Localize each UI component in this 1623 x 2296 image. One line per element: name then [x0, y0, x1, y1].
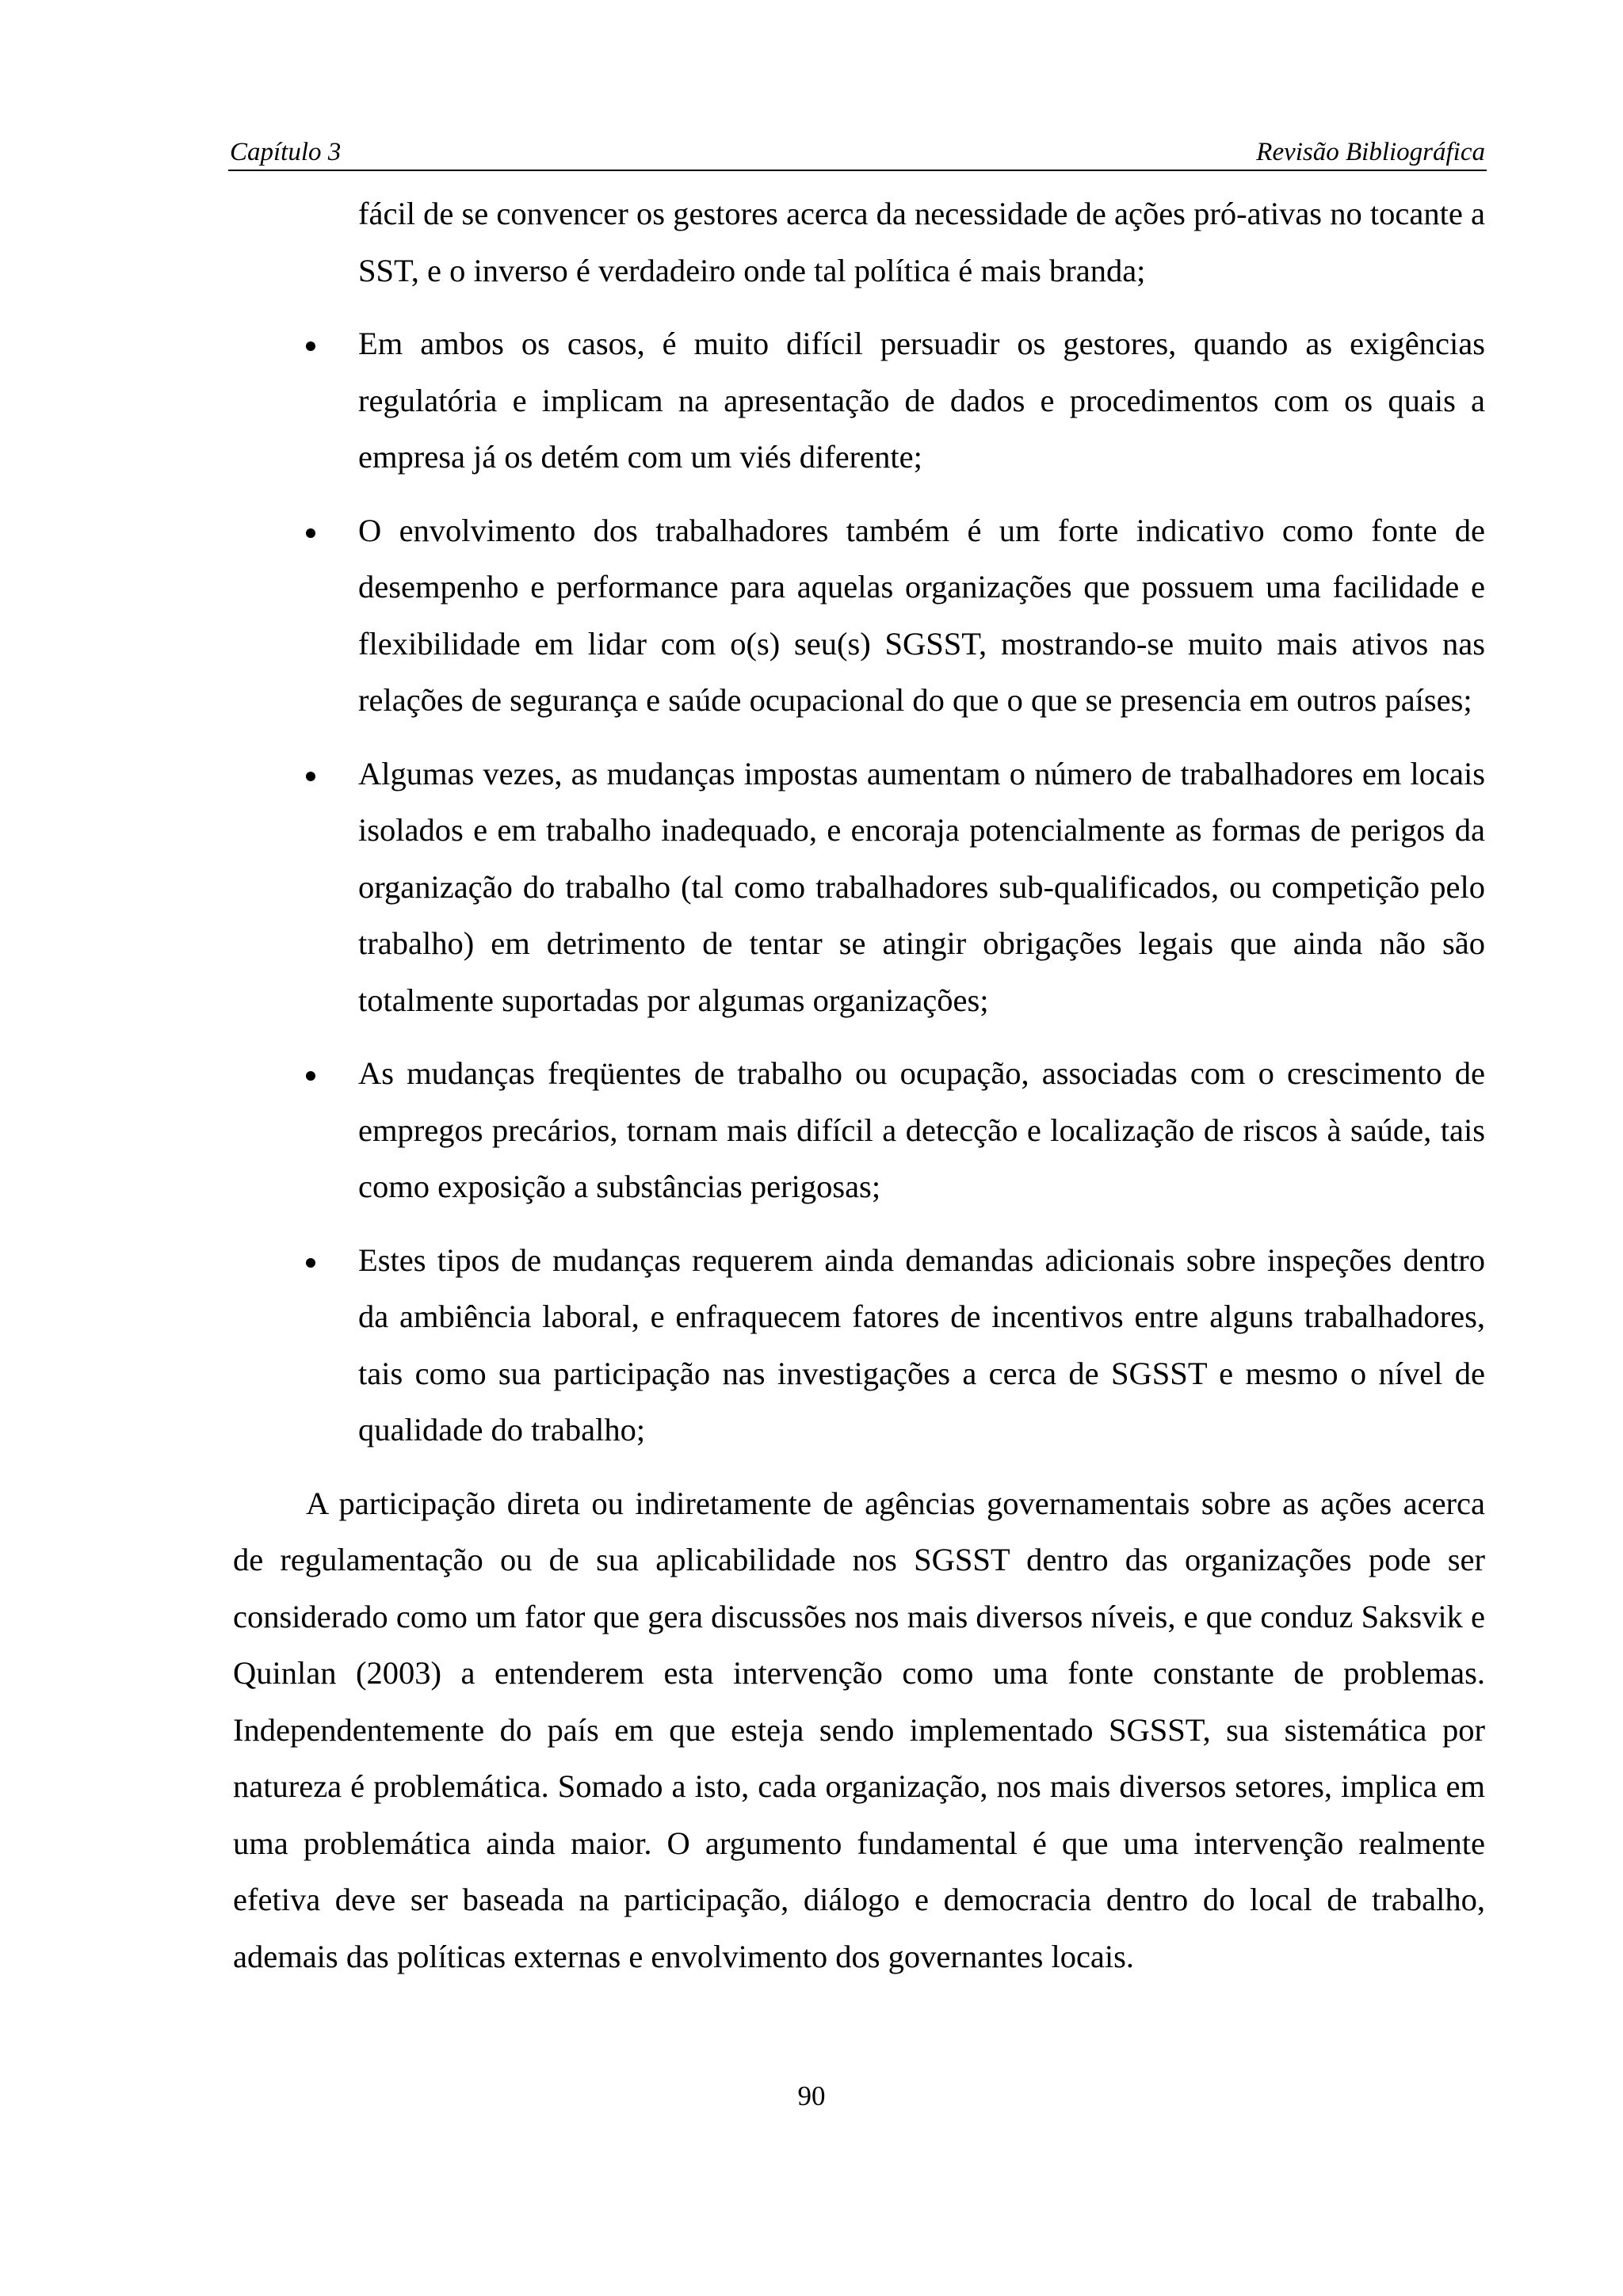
running-header — [230, 133, 1485, 171]
bullet-icon — [306, 528, 315, 538]
bullet-text: Estes tipos de mudanças requerem ainda demandas adicionais sobre inspeções dentro da ambiência laboral, e enfraquecem fatores de incentivos entre alguns trabalhadores, tais como sua participação nas investigações a cerca de SGSST e mesmo o nível de qualidade do trabalho; — [358, 1241, 1485, 1447]
bullet-icon — [306, 1071, 315, 1081]
bullet-item — [233, 502, 1485, 729]
continued-bullet-text: fácil de se convencer os gestores acerca da necessidade de ações pró-ativas no tocante a SST, e o inverso é verdadeiro onde tal política é mais branda; — [358, 196, 1485, 288]
bullet-text: As mudanças freqüentes de trabalho ou ocupação, associadas com o crescimento de empregos precários, tornam mais difícil a detecção e localização de riscos à saúde, tais como exposição a substâncias perigosas; — [358, 1055, 1485, 1204]
bullet-icon — [306, 1258, 315, 1268]
bullet-item — [233, 315, 1485, 486]
bullet-icon — [306, 772, 315, 781]
bullet-list — [233, 315, 1485, 1459]
bullet-item — [233, 746, 1485, 1029]
bullet-text: Em ambos os casos, é muito difícil persuadir os gestores, quando as exigências regulatória e implicam na apresentação de dados e procedimentos com os quais a empresa já os detém com um viés diferente; — [358, 326, 1485, 475]
page-body — [233, 185, 1485, 1985]
bullet-item — [233, 1045, 1485, 1215]
bullet-icon — [306, 341, 315, 351]
bullet-text: O envolvimento dos trabalhadores também é um forte indicativo como fonte de desempenho e performance para aquelas organizações que possuem uma facilidade e flexibilidade em lidar com o(s) seu(s) SGSST, mostrando-se muito mais ativos nas relações de segurança e saúde ocupacional do que o que se presencia em outros países; — [358, 512, 1485, 718]
body-paragraph: A participação direta ou indiretamente de agências governamentais sobre as ações acerca de regulamentação ou de sua aplicabilidade nos SGSST dentro das organizações pode ser considerado como um fator que gera discussões nos mais diversos níveis, e que conduz Saksvik e Quinlan (2003) a entenderem esta intervenção como uma fonte constante de problemas. Independentemente do país em que esteja sendo implementado SGSST, sua sistemática por natureza é problemática. Somado a isto, cada organização, nos mais diversos setores, implica em uma problemática ainda maior. O argumento fundamental é que uma intervenção realmente efetiva deve ser baseada na participação, diálogo e democracia dentro do local de trabalho, ademais das políticas externas e envolvimento dos governantes locais. — [233, 1485, 1485, 1974]
bullet-item — [233, 1232, 1485, 1459]
page-number: 90 — [797, 2081, 826, 2111]
header-rule — [228, 170, 1487, 171]
chapter-label: Capítulo 3 — [230, 138, 342, 166]
section-label: Revisão Bibliográfica — [1256, 138, 1485, 166]
bullet-text: Algumas vezes, as mudanças impostas aumentam o número de trabalhadores em locais isolados e em trabalho inadequado, e encoraja potencialmente as formas de perigos da organização do trabalho (tal como trabalhadores sub-qualificados, ou competição pelo trabalho) em detrimento de tentar se atingir obrigações legais que ainda não são totalmente suportadas por algumas organizações; — [358, 755, 1485, 1018]
